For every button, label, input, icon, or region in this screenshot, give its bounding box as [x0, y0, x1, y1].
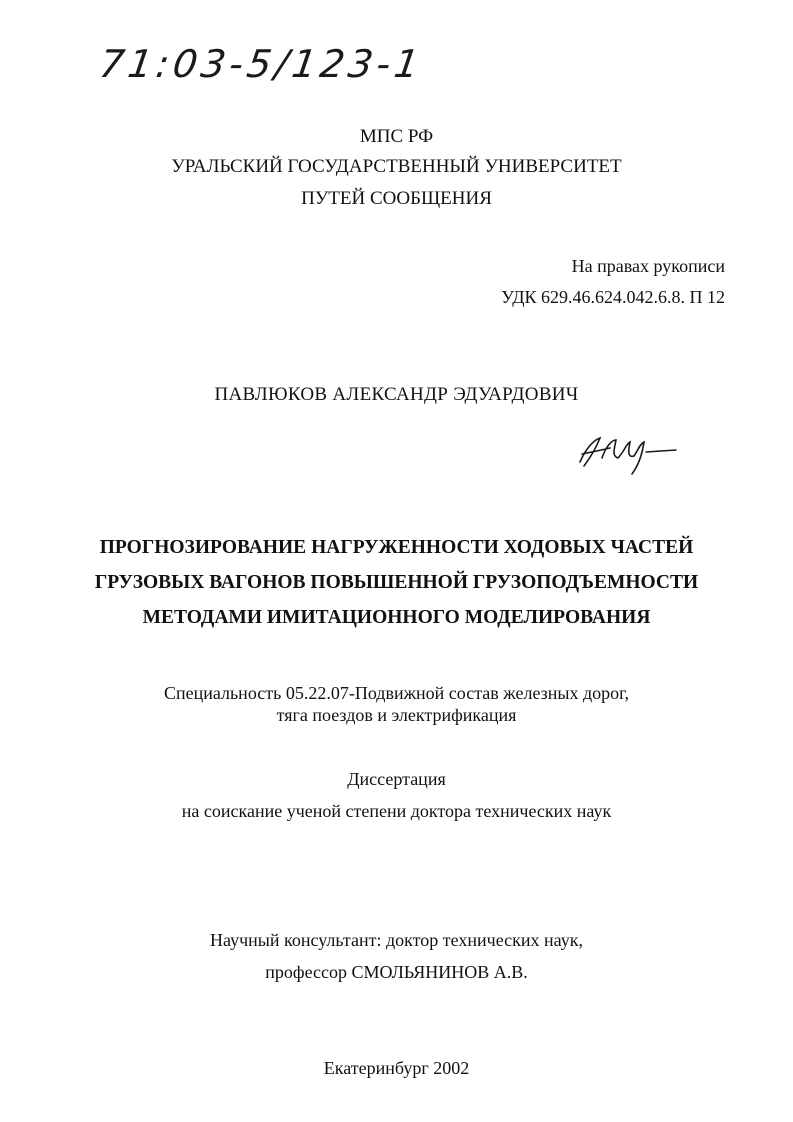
- consultant-line2: профессор СМОЛЬЯНИНОВ А.В.: [265, 962, 528, 982]
- university-name-line2: ПУТЕЙ СООБЩЕНИЯ: [301, 188, 492, 209]
- archive-code-handwritten: 71:03-5/123-1: [96, 42, 426, 86]
- ministry-label: МПС РФ: [359, 126, 434, 147]
- dissertation-label: Диссертация: [347, 769, 446, 789]
- specialty-line1: Специальность 05.22.07-Подвижной состав железных дорог,: [163, 683, 630, 703]
- consultant-line1: Научный консультант: доктор технических наук,: [210, 930, 583, 950]
- author-signature: [572, 428, 682, 478]
- university-name-line1: УРАЛЬСКИЙ ГОСУДАРСТВЕННЫЙ УНИВЕРСИТЕТ: [171, 156, 622, 177]
- specialty-line2: тяга поездов и электрификация: [276, 705, 517, 725]
- author-name: ПАВЛЮКОВ АЛЕКСАНДР ЭДУАРДОВИЧ: [214, 384, 579, 405]
- dissertation-title-line2: ГРУЗОВЫХ ВАГОНОВ ПОВЫШЕННОЙ ГРУЗОПОДЪЕМНОСТИ: [94, 572, 699, 593]
- place-and-year: Екатеринбург 2002: [323, 1058, 470, 1078]
- rights-notice: На правах рукописи: [571, 256, 725, 276]
- degree-sought: на соискание ученой степени доктора технических наук: [181, 801, 612, 821]
- dissertation-title-line3: МЕТОДАМИ ИМИТАЦИОННОГО МОДЕЛИРОВАНИЯ: [142, 607, 651, 628]
- udc-code: УДК 629.46.624.042.6.8. П 12: [501, 287, 725, 307]
- dissertation-title-line1: ПРОГНОЗИРОВАНИЕ НАГРУЖЕННОСТИ ХОДОВЫХ ЧАСТЕЙ: [99, 537, 694, 558]
